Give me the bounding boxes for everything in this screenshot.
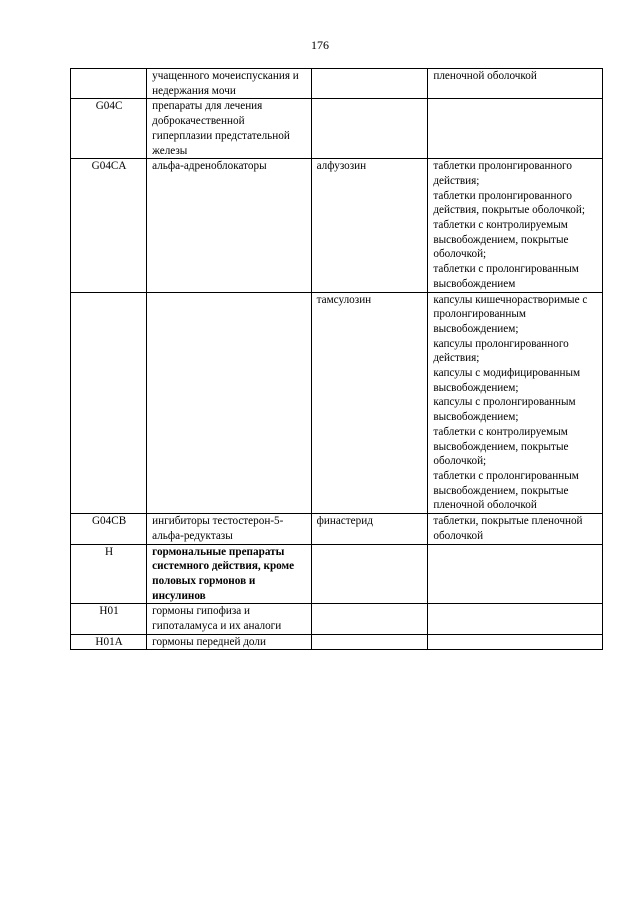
dosage-form-cell: капсулы кишечнорастворимые с пролонгированным высвобождением; капсулы пролонгированного действия; капсулы с модифицированным высвобождением; капсулы с пролонгированным высвобождением; таблетки с контролируемым высвобождением, покрытые оболочкой; таблетки с пролонгированным высвобождением, покрытые пленочной оболочкой bbox=[428, 292, 603, 514]
dosage-form-cell: таблетки пролонгированного действия; таблетки пролонгированного действия, покрытые оболочкой; таблетки с контролируемым высвобождением, покрытые оболочкой; таблетки с пролонгированным высвобождением bbox=[428, 159, 603, 292]
drug-name-cell bbox=[311, 99, 428, 159]
table-row bbox=[71, 604, 603, 634]
atc-code-cell bbox=[71, 292, 147, 514]
drug-name-cell bbox=[311, 544, 428, 604]
dosage-form-cell bbox=[428, 544, 603, 604]
drug-name-cell bbox=[311, 69, 428, 99]
group-name-cell: альфа-адреноблокаторы bbox=[147, 159, 311, 292]
atc-code-cell: G04C bbox=[71, 99, 147, 159]
group-name-cell: учащенного мочеиспускания и недержания мочи bbox=[147, 69, 311, 99]
group-name-cell bbox=[147, 292, 311, 514]
dosage-form-cell: пленочной оболочкой bbox=[428, 69, 603, 99]
table-row bbox=[71, 69, 603, 99]
group-name-cell: гормональные препараты системного действия, кроме половых гормонов и инсулинов bbox=[147, 544, 311, 604]
atc-code-cell: H01 bbox=[71, 604, 147, 634]
drug-name-cell: финастерид bbox=[311, 514, 428, 544]
dosage-form-cell bbox=[428, 604, 603, 634]
page-number: 176 bbox=[311, 38, 329, 52]
drug-name-cell: тамсулозин bbox=[311, 292, 428, 514]
group-name-cell: гормоны передней доли bbox=[147, 634, 311, 650]
drug-name-cell: алфузозин bbox=[311, 159, 428, 292]
table-row bbox=[71, 514, 603, 544]
table-row bbox=[71, 634, 603, 650]
group-name-cell: ингибиторы тестостерон-5-альфа-редуктазы bbox=[147, 514, 311, 544]
table-row bbox=[71, 544, 603, 604]
dosage-form-cell bbox=[428, 634, 603, 650]
dosage-form-cell bbox=[428, 99, 603, 159]
table-row bbox=[71, 292, 603, 514]
dosage-form-cell: таблетки, покрытые пленочной оболочкой bbox=[428, 514, 603, 544]
group-name-cell: препараты для лечения доброкачественной гиперплазии предстательной железы bbox=[147, 99, 311, 159]
table-row bbox=[71, 99, 603, 159]
drug-name-cell bbox=[311, 634, 428, 650]
drug-table bbox=[70, 68, 603, 650]
atc-code-cell: G04CA bbox=[71, 159, 147, 292]
atc-code-cell bbox=[71, 69, 147, 99]
atc-code-cell: G04CB bbox=[71, 514, 147, 544]
atc-code-cell: H01A bbox=[71, 634, 147, 650]
atc-code-cell: H bbox=[71, 544, 147, 604]
drug-name-cell bbox=[311, 604, 428, 634]
group-name-cell: гормоны гипофиза и гипоталамуса и их аналоги bbox=[147, 604, 311, 634]
table-row bbox=[71, 159, 603, 292]
